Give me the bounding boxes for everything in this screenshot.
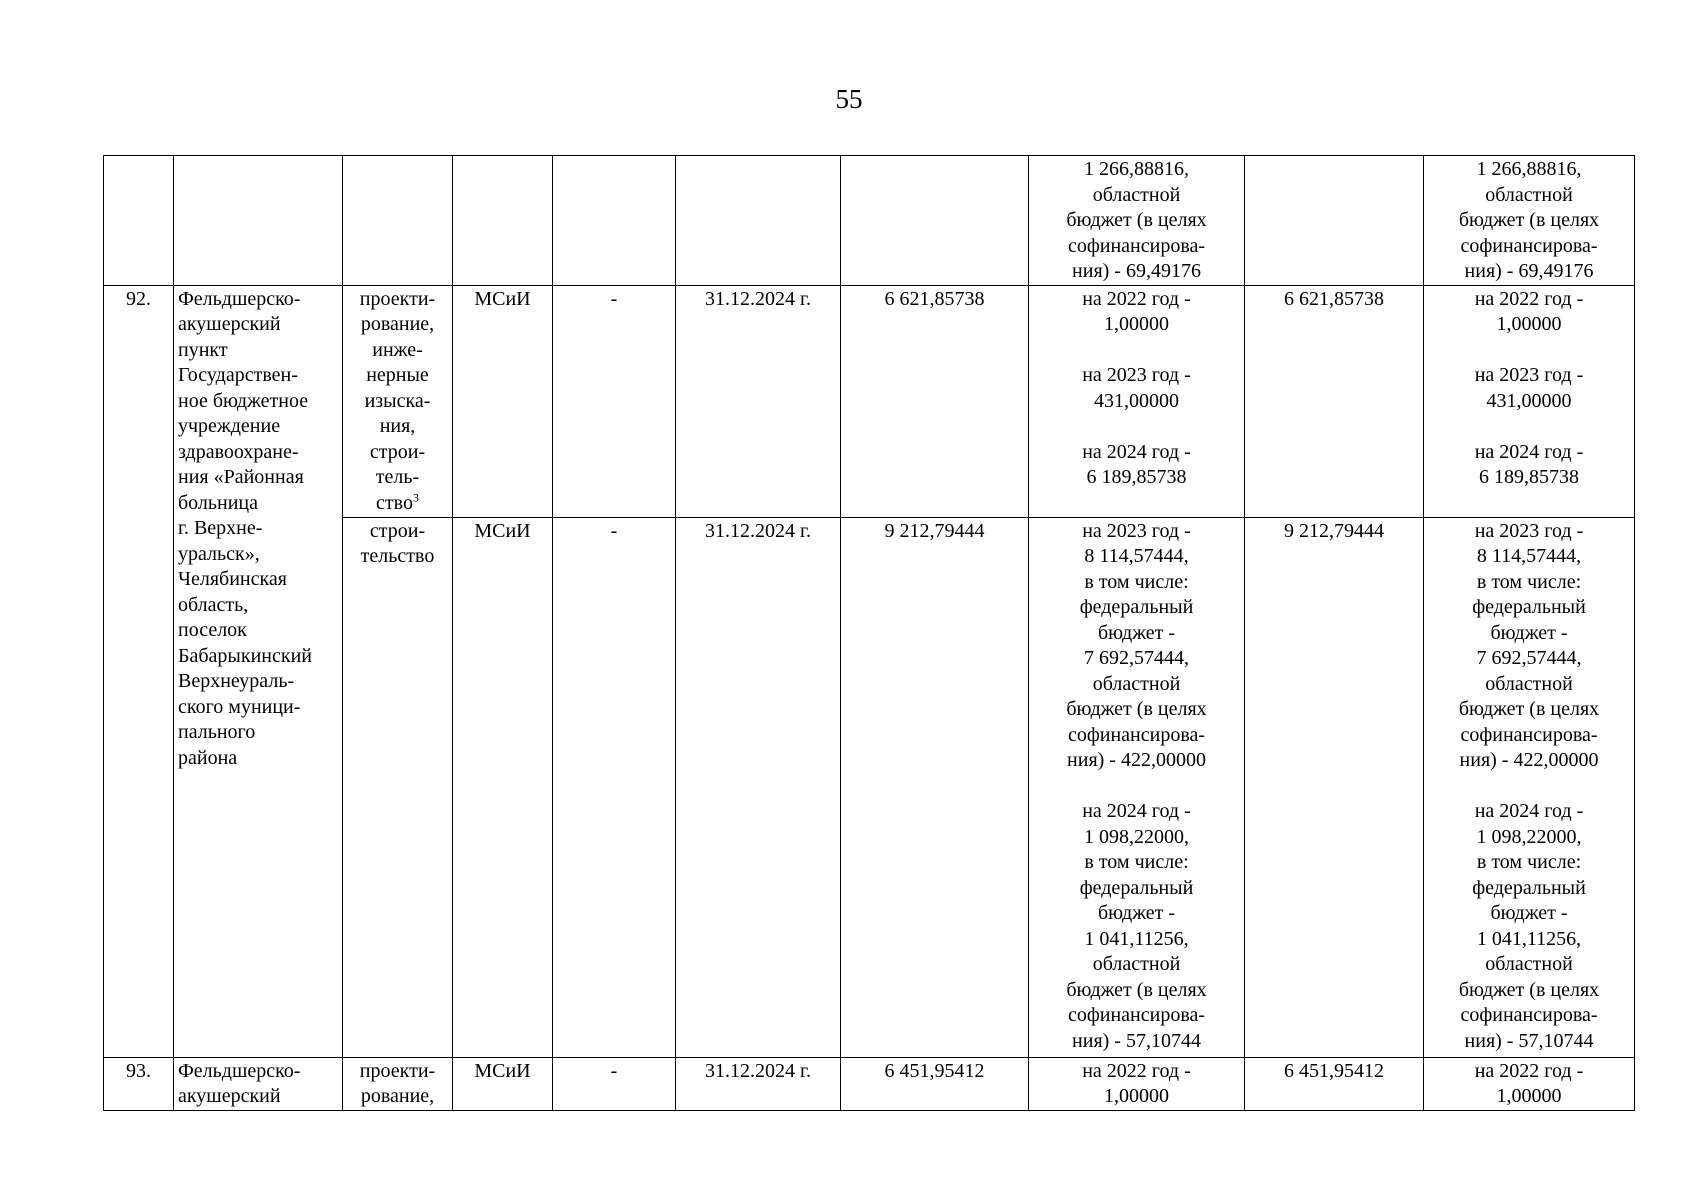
row-number-cell: 93. <box>104 1057 174 1110</box>
deadline-cell: 31.12.2024 г. <box>676 285 841 517</box>
funding-total-cell: на 2022 год - 1,00000 <box>1424 1057 1635 1110</box>
cost-cell: 9 212,79444 <box>841 517 1029 1057</box>
budget-table <box>103 155 1635 1111</box>
empty-cell <box>453 156 553 286</box>
dash-cell: - <box>553 1057 676 1110</box>
work-type-cell <box>343 285 453 517</box>
table-row-93 <box>104 1057 1635 1110</box>
funding-schedule-cell: на 2022 год - 1,00000 <box>1029 1057 1245 1110</box>
empty-cell <box>553 156 676 286</box>
cost-cell: 6 621,85738 <box>841 285 1029 517</box>
work-type-cell: проекти- рование, <box>343 1057 453 1110</box>
cost-cell: 6 451,95412 <box>841 1057 1029 1110</box>
funding-schedule-cell: на 2022 год - 1,00000 на 2023 год - 431,00000 на 2024 год - 6 189,85738 <box>1029 285 1245 517</box>
agency-cell: МСиИ <box>453 285 553 517</box>
footnote-marker: 3 <box>412 489 419 504</box>
cost-total-cell: 6 451,95412 <box>1245 1057 1424 1110</box>
funding-schedule-cell: на 2023 год - 8 114,57444, в том числе: федеральный бюджет - 7 692,57444, областной бюджет (в целях софинансирова- ния) - 422,00000 на 2024 год - 1 098,22000, в том числе: федеральный бюджет - 1 041,11256, областной бюджет (в целях софинансирова- ния) - 57,10744 <box>1029 517 1245 1057</box>
work-type-cell: строи- тельство <box>343 517 453 1057</box>
dash-cell: - <box>553 285 676 517</box>
funding-total-cell: на 2023 год - 8 114,57444, в том числе: федеральный бюджет - 7 692,57444, областной бюджет (в целях софинансирова- ния) - 422,00000 на 2024 год - 1 098,22000, в том числе: федеральный бюджет - 1 041,11256, областной бюджет (в целях софинансирова- ния) - 57,10744 <box>1424 517 1635 1057</box>
deadline-cell: 31.12.2024 г. <box>676 517 841 1057</box>
work-type-text: проекти- рование, инже- нерные изыска- ния, строи- тель- ство <box>359 287 436 514</box>
page-number: 55 <box>835 84 863 114</box>
facility-name-cell: Фельдшерско- акушерский <box>174 1057 343 1110</box>
agency-cell: МСиИ <box>453 517 553 1057</box>
funding-schedule-cell: 1 266,88816, областной бюджет (в целях софинансирова- ния) - 69,49176 <box>1029 156 1245 286</box>
cost-total-cell: 6 621,85738 <box>1245 285 1424 517</box>
cost-total-cell: 9 212,79444 <box>1245 517 1424 1057</box>
empty-cell <box>104 156 174 286</box>
empty-cell <box>841 156 1029 286</box>
agency-cell: МСиИ <box>453 1057 553 1110</box>
empty-cell <box>174 156 343 286</box>
facility-name-cell: Фельдшерско- акушерский пункт Государствен- ное бюджетное учреждение здравоохране- ния «Районная больница г. Верхне- уральск», Челябинская область, поселок Бабарыкинский Верхнеураль- ского муници- пального района <box>174 285 343 1057</box>
funding-total-cell: 1 266,88816, областной бюджет (в целях софинансирова- ния) - 69,49176 <box>1424 156 1635 286</box>
dash-cell: - <box>553 517 676 1057</box>
empty-cell <box>1245 156 1424 286</box>
row-number-cell: 92. <box>104 285 174 1057</box>
empty-cell <box>343 156 453 286</box>
continuation-row <box>104 156 1635 286</box>
empty-cell <box>676 156 841 286</box>
table-row-92-design <box>104 285 1635 517</box>
deadline-cell: 31.12.2024 г. <box>676 1057 841 1110</box>
funding-total-cell: на 2022 год - 1,00000 на 2023 год - 431,00000 на 2024 год - 6 189,85738 <box>1424 285 1635 517</box>
